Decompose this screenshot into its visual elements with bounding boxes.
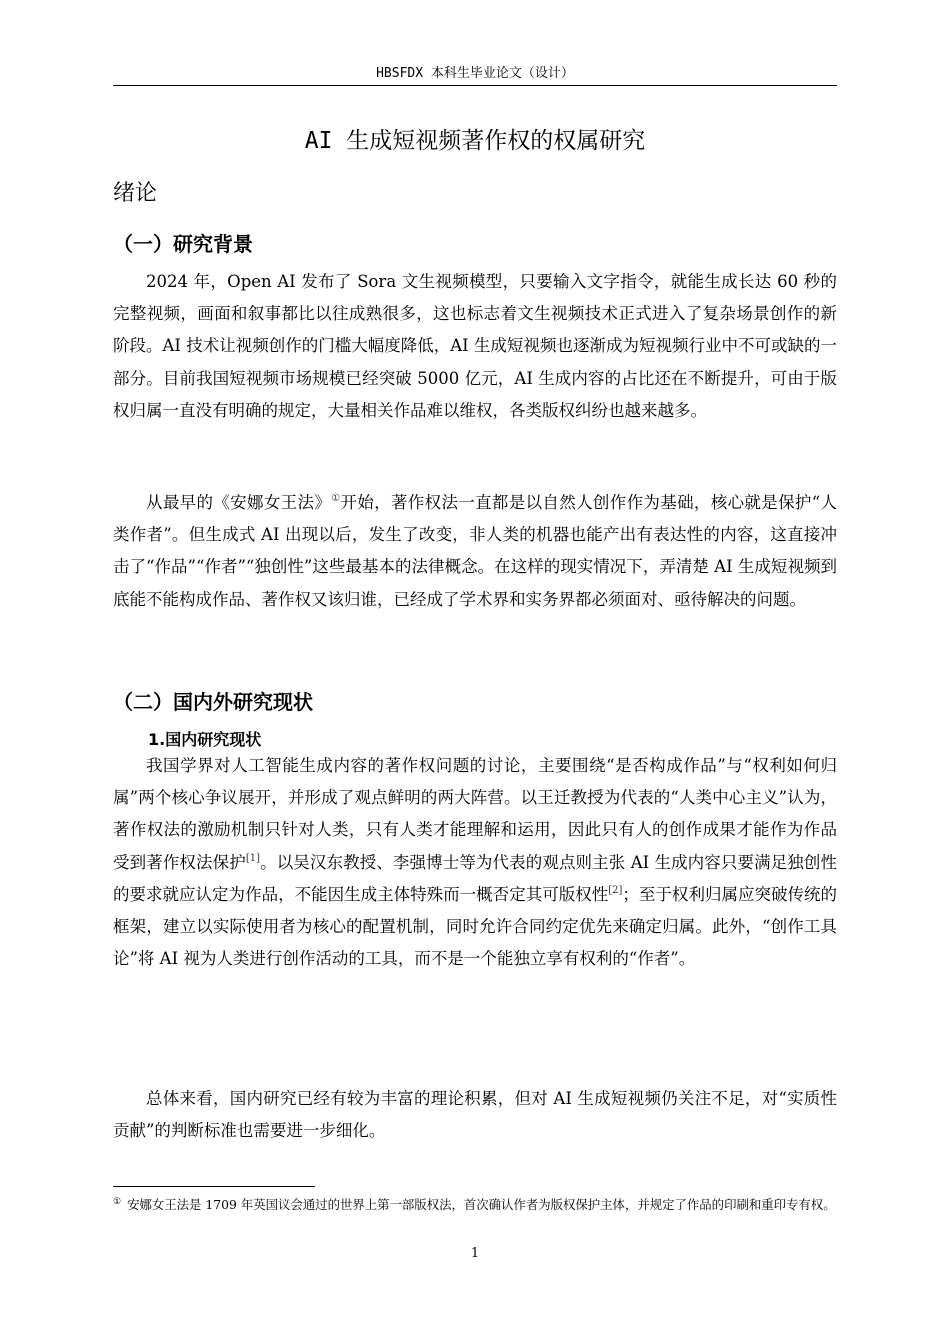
paragraph-text: 开始，著作权法一直都是以自然人创作作为基础，核心就是保护“人类作者”。但生成式 AI 出现以后，发生了改变，非人类的机器也能产出有表达性的内容，这直接冲击了“作品”“作者”“独创性”这些最基本的法律概念。在这样的现实情况下，弄清楚 AI 生成短视频到底能不能构成作品、著作权又该归谁，已经成了学术界和实务界都必须面对、亟待解决的问题。 [113,493,838,609]
footnote-rule [113,1186,315,1187]
paragraph-domestic-2: 总体来看，国内研究已经有较为丰富的理论积累，但对 AI 生成短视频仍关注不足，对“实质性贡献”的判断标准也需要进一步细化。 [113,1089,837,1141]
section-heading-background: （一）研究背景 [113,232,253,256]
page-number: 1 [470,1246,480,1261]
paragraph-text: 。以吴汉东教授、李强博士等为代表的观点则主张 AI 生成内容只要满足独创性的要求就应认定为作品，不能因生成主体特殊而一概否定其可版权性 [113,852,837,904]
paragraph-text: ；至于权利归属应突破传统的框架，建立以实际使用者为核心的配置机制，同时允许合同约定优先来确定归属。此外，“创作工具论”将 AI 视为人类进行创作活动的工具，而不是一个能独立享有权利的“作者”。 [113,884,837,969]
subsection-heading-domestic: 1.国内研究现状 [148,730,262,749]
paragraph-domestic-1 [113,750,837,975]
paragraph-background-2 [113,487,837,616]
footnote-marker: ① [113,1197,122,1207]
paragraph-text: 从最早的《安娜女王法》 [146,493,332,512]
running-header: HBSFDX 本科生毕业论文（设计） [376,66,574,81]
header-rule [113,85,837,86]
citation-ref-2[interactable]: [2] [608,884,623,896]
intro-heading: 绪论 [113,181,158,206]
citation-ref-1[interactable]: [1] [245,852,260,864]
paragraph-background-1: 2024 年，Open AI 发布了 Sora 文生视频模型，只要输入文字指令，就能生成长达 60 秒的完整视频，画面和叙事都比以往成熟很多，这也标志着文生视频技术正式进入了复杂场景创作的新阶段。AI 技术让视频创作的门槛大幅度降低，AI 生成短视频也逐渐成为短视频行业中不可或缺的一部分。目前我国短视频市场规模已经突破 5000 亿元，AI 生成内容的占比还在不断提升，可由于版权归属一直没有明确的规定，大量相关作品难以维权，各类版权纠纷也越来越多。 [113,272,837,420]
section-heading-research-status: （二）国内外研究现状 [113,690,313,714]
footnote-marker[interactable]: ① [331,493,341,504]
paper-title: AI 生成短视频著作权的权属研究 [304,128,646,154]
footnote-text: 安娜女王法是 1709 年英国议会通过的世界上第一部版权法，首次确认作者为版权保护主体，并规定了作品的印刷和重印专有权。 [127,1197,836,1212]
footnote [113,1196,837,1214]
paragraph-text: 我国学界对人工智能生成内容的著作权问题的讨论，主要围绕“是否构成作品”与“权利如何归属”两个核心争议展开，并形成了观点鲜明的两大阵营。以王迁教授为代表的“人类中心主义”认为，著作权法的激励机制只针对人类，只有人类才能理解和运用，因此只有人的创作成果才能作为作品受到著作权法保护 [113,756,837,872]
